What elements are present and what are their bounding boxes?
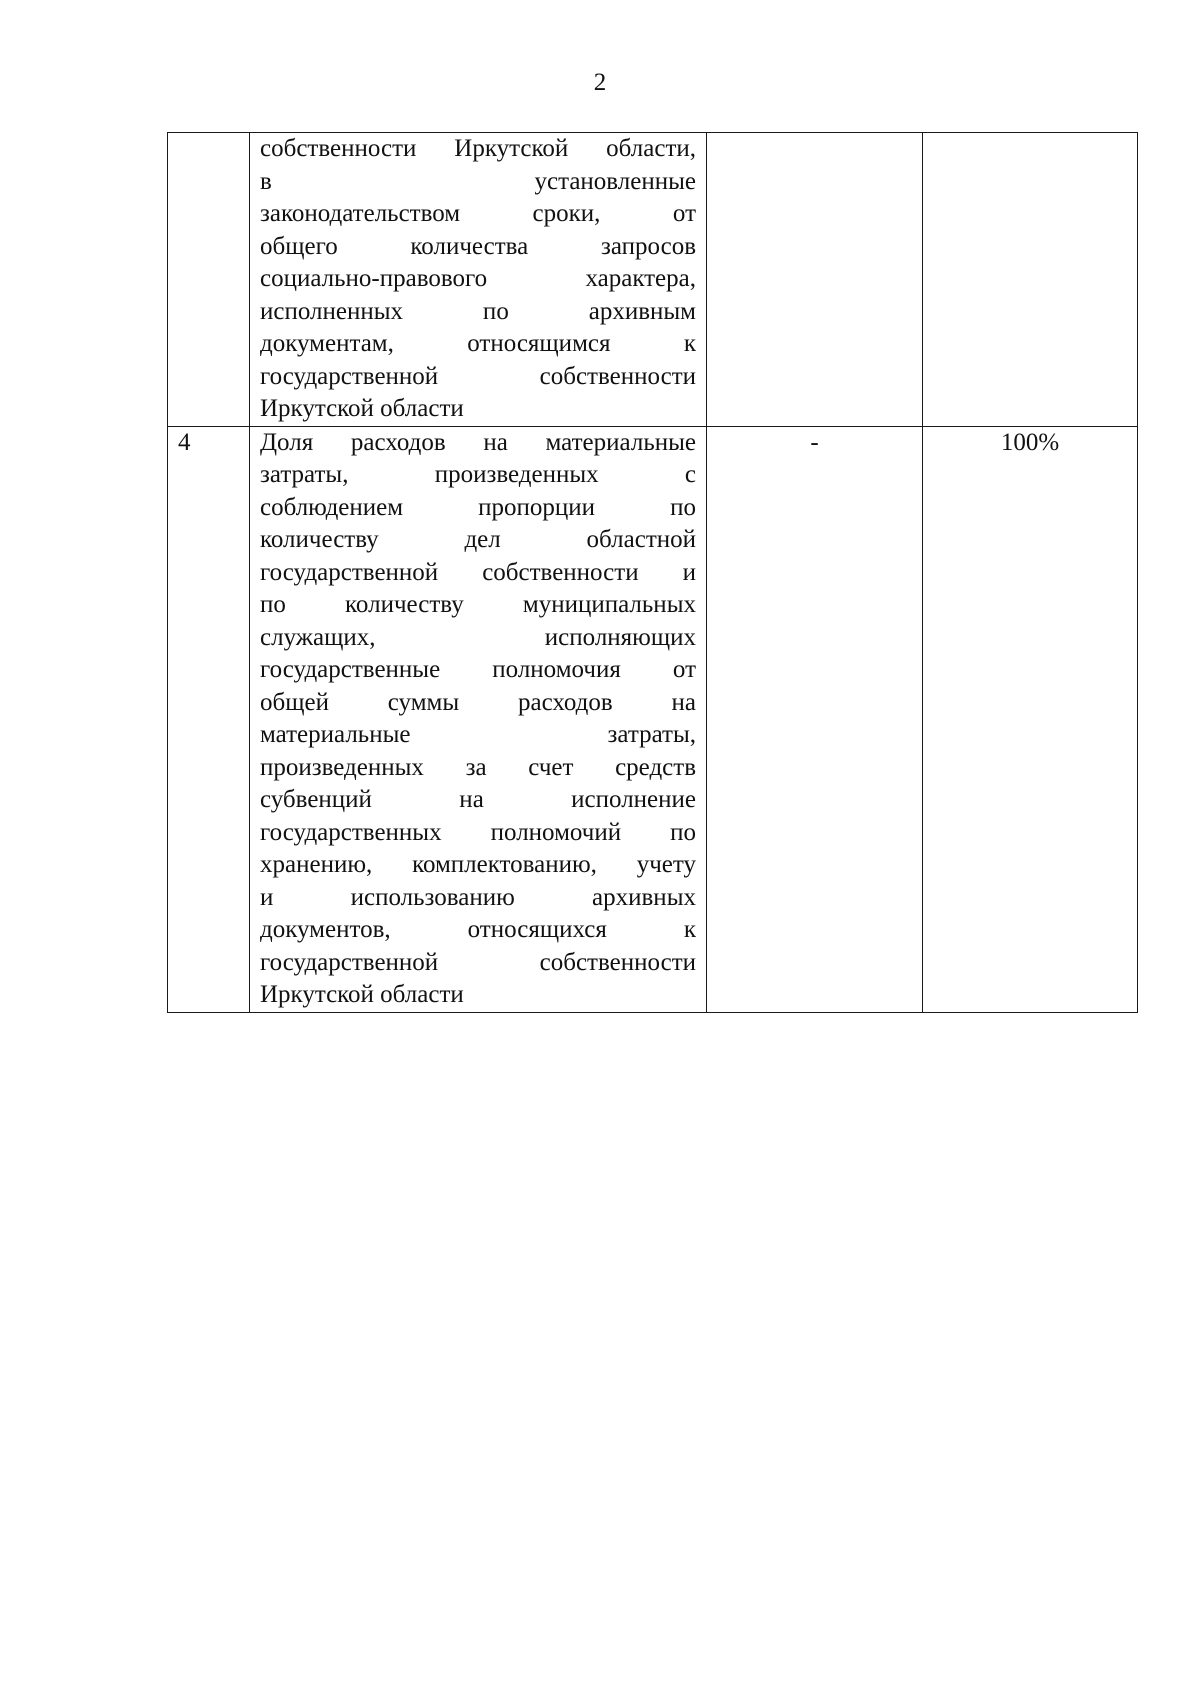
description-line: государственной собственности (260, 362, 696, 390)
description-line: государственные полномочия от (260, 656, 696, 683)
description-line: документам, относящимся к (260, 330, 696, 357)
description-line: субвенций на исполнение (260, 786, 696, 813)
description-line: материальные затраты, (260, 721, 696, 748)
description-line: Иркутской области (260, 395, 464, 422)
description-line: соблюдением пропорции по (260, 493, 696, 521)
description-line: затраты, произведенных с (260, 461, 696, 488)
description-line: Иркутской области (260, 981, 464, 1008)
description-line: государственной собственности и (260, 558, 696, 586)
description-line: документов, относящихся к (260, 916, 696, 943)
description-line: служащих, исполняющих (260, 623, 696, 651)
table-row (168, 426, 1138, 1012)
row-number-cell: 4 (168, 426, 250, 1012)
description-line: законодательством сроки, от (260, 200, 696, 227)
indicator-description (260, 133, 696, 426)
indicator-description-cell (250, 133, 707, 427)
description-line: исполненных по архивным (260, 297, 696, 325)
indicators-table (167, 132, 1138, 1013)
description-line: государственных полномочий по (260, 818, 696, 846)
indicator-description-cell (250, 426, 707, 1012)
description-line: хранению, комплектованию, учету (260, 851, 696, 878)
description-line: государственной собственности (260, 948, 696, 976)
description-line: в установленные (260, 167, 696, 195)
row-number-cell (168, 133, 250, 427)
description-line: по количеству муниципальных (260, 591, 696, 618)
page-number: 2 (593, 69, 607, 96)
base-value-cell: - (707, 426, 923, 1012)
base-value-cell (707, 133, 923, 427)
indicator-description (260, 427, 696, 1012)
description-line: произведенных за счет средств (260, 753, 696, 781)
description-line: количеству дел областной (260, 526, 696, 553)
table-row (168, 133, 1138, 427)
description-line: социально-правового характера, (260, 265, 696, 292)
description-line: собственности Иркутской области, (260, 135, 696, 162)
target-value-cell (923, 133, 1138, 427)
description-line: и использованию архивных (260, 883, 696, 911)
description-line: Доля расходов на материальные (260, 428, 696, 456)
description-line: общего количества запросов (260, 232, 696, 260)
description-line: общей суммы расходов на (260, 688, 696, 716)
target-value-cell: 100% (923, 426, 1138, 1012)
